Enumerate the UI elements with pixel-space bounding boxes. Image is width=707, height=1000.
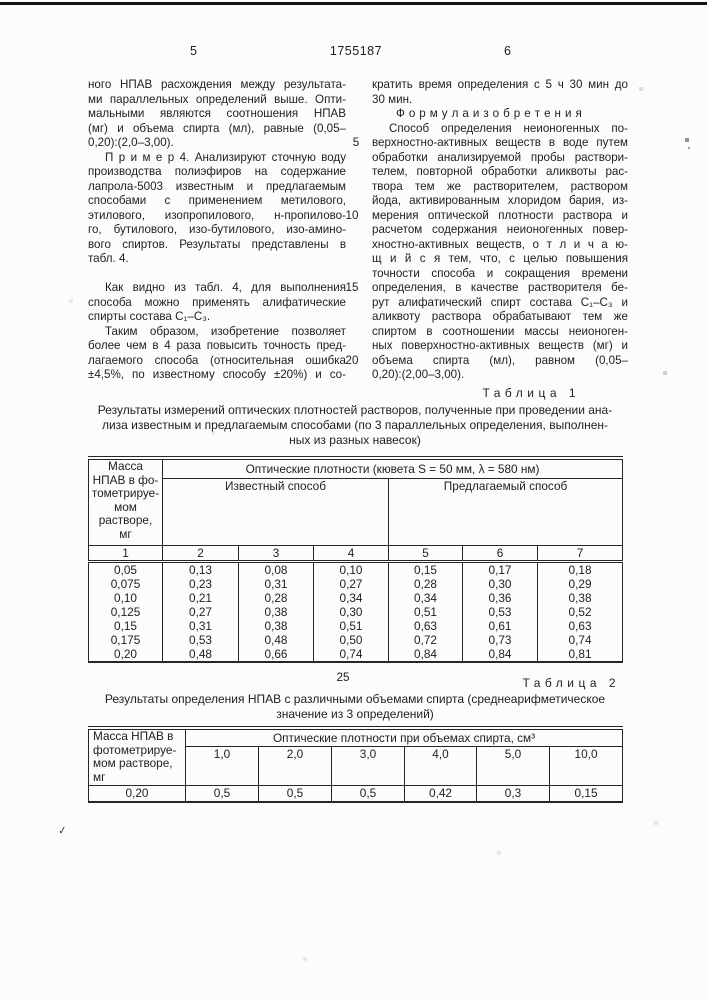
data-cell: 0,17	[463, 562, 538, 578]
text-line: го, бутилового, изо-бутилового, изо-амино-	[88, 223, 346, 236]
header-line: тометрируе-	[91, 486, 160, 501]
table1-caption	[83, 403, 627, 448]
line-number: 10	[345, 208, 359, 222]
caption-line: Результаты определения НПАВ с различными объемами спирта (среднеарифметическое	[104, 692, 606, 706]
table2-label: Таблица 2	[522, 676, 620, 690]
data-cell: 0,15	[389, 562, 463, 578]
data-cell: 0,27	[314, 577, 389, 591]
column-number-cell: 5	[389, 546, 463, 562]
header-line: фотометрируе-	[93, 742, 177, 757]
data-cell: 0,21	[163, 591, 239, 605]
text-line: обработки анализируемой пробы раствори-	[372, 150, 628, 164]
volume-header-cell: 5,0	[477, 747, 550, 786]
column-number-cell: 2	[163, 546, 239, 562]
data-cell: 0,81	[538, 647, 623, 662]
table1-column-number-row	[89, 546, 623, 562]
data-cell: 0,66	[239, 647, 314, 662]
text-line: верхностно-активных веществ в воде путем	[372, 136, 628, 149]
text-line: хностно-активных веществ, о т л и ч а ю-	[372, 237, 628, 251]
data-cell: 0,20	[89, 786, 186, 803]
volume-header-cell: 2,0	[259, 747, 332, 786]
text-line: Ф о р м у л а и з о б р е т е н и я	[396, 107, 583, 120]
data-cell: 0,05	[114, 563, 137, 577]
data-cell: 0,175	[110, 633, 141, 647]
data-cell: 0,38	[538, 591, 623, 605]
data-cell: 0,31	[239, 577, 314, 591]
data-cell: 0,73	[463, 633, 538, 647]
table2-caption	[83, 692, 627, 722]
data-cell: 0,15	[550, 786, 623, 803]
table1-body	[89, 562, 623, 663]
text-line: рут алифатический спирт состава С₁–С₃ и	[372, 295, 628, 309]
table2-header-row-1	[89, 728, 623, 747]
text-line: телем, повторной обработки аликвоты рас-	[372, 165, 628, 178]
data-cell: 0,74	[538, 633, 623, 647]
data-cell: 0,50	[314, 633, 389, 647]
right-text-column	[372, 78, 628, 383]
data-cell: 0,53	[463, 605, 538, 619]
data-cell: 0,74	[314, 647, 389, 662]
data-cell: 0,075	[110, 577, 141, 591]
data-cell: 0,30	[314, 605, 389, 619]
text-line: щ и й с я тем, что, с целью повышения	[372, 252, 628, 265]
data-cell: 0,30	[463, 577, 538, 591]
caption-line: лиза известным и предлагаемым способами (по 3 параллельных определения, выполнен-	[101, 418, 609, 432]
text-line: вого спиртов. Результаты представлены в	[88, 237, 346, 251]
text-line: мерения оптической плотности раствора и	[372, 208, 628, 222]
header-line: мом	[114, 499, 137, 514]
text-line: производства полиэфиров на содержание	[88, 165, 346, 178]
table1-group-proposed: Предлагаемый способ	[443, 479, 568, 493]
header-line: Масса	[108, 459, 143, 473]
header-line: мом растворе,	[93, 756, 173, 771]
caption-line: ных из разных навесок)	[289, 433, 421, 447]
text-line: аликвоту раствора обрабатывают тем же	[372, 310, 628, 323]
header-line: мг	[93, 769, 106, 784]
table1-header-row-1	[89, 458, 623, 479]
data-cell: 0,48	[239, 633, 314, 647]
data-cell: 0,52	[538, 605, 623, 619]
data-cell: 0,34	[314, 591, 389, 605]
data-cell: 0,125	[110, 605, 141, 619]
table-row	[89, 591, 623, 605]
text-line: ного НПАВ расхождения между результата-	[88, 78, 346, 91]
data-cell: 0,5	[186, 786, 259, 803]
data-cell: 0,13	[163, 562, 239, 578]
table2-col1-header	[89, 728, 186, 786]
data-cell: 0,5	[332, 786, 405, 803]
data-cell: 0,38	[239, 605, 314, 619]
text-line: лагаемого способа (относительная ошибка	[88, 353, 346, 367]
data-cell: 0,42	[405, 786, 477, 803]
data-cell: 0,34	[389, 591, 463, 605]
data-cell: 0,29	[538, 577, 623, 591]
text-line	[88, 267, 346, 282]
text-line: йода, активированным хлоридом бария, из-	[372, 194, 628, 207]
data-cell: 0,20	[114, 647, 137, 661]
data-cell: 0,27	[163, 605, 239, 619]
column-number-cell: 7	[538, 546, 623, 562]
text-line: расчетом содержания неионогенных повер-	[372, 223, 628, 236]
caption-line: Результаты измерений оптических плотностей растворов, полученные при проведении ана-	[97, 403, 613, 417]
patent-number: 1755187	[329, 44, 383, 58]
scan-specks	[0, 0, 2, 2]
data-cell: 0,61	[463, 619, 538, 633]
table-row	[89, 562, 623, 578]
data-cell: 0,38	[239, 619, 314, 633]
data-cell: 0,23	[163, 577, 239, 591]
data-cell: 0,63	[538, 619, 623, 633]
table-row	[89, 605, 623, 619]
text-line: спирты состава С₁–С₃.	[88, 310, 211, 323]
table1-group-known: Известный способ	[163, 479, 389, 546]
table1-col1-header	[89, 458, 163, 546]
data-cell: 0,10	[314, 562, 389, 578]
text-line: мальными являются соотношения НПАВ	[88, 107, 346, 120]
table2-data-row	[89, 786, 623, 803]
text-line: твора тем же растворителем, раствором	[372, 179, 628, 193]
text-line: П р и м е р 4. Анализируют сточную воду	[105, 150, 346, 164]
text-line: кратить время определения с 5 ч 30 мин до	[372, 78, 628, 91]
text-line: 0,20):(2,0–3,00).	[88, 136, 174, 149]
top-rule	[0, 2, 707, 5]
line-number: 25	[336, 671, 350, 684]
text-line: спиртом в соотношении массы неионоген-	[372, 324, 628, 338]
header-line: Масса НПАВ в	[93, 729, 174, 743]
text-line: Как видно из табл. 4, для выполнения	[105, 281, 346, 294]
data-cell: 0,28	[389, 577, 463, 591]
data-cell: 0,18	[538, 562, 623, 578]
table1	[88, 456, 623, 663]
column-number-cell: 3	[239, 546, 314, 562]
table-row	[89, 647, 623, 662]
text-line: Таким образом, изобретение позволяет	[105, 324, 346, 338]
data-cell: 0,63	[389, 619, 463, 633]
text-line: ми параллельных определений выше. Опти-	[88, 92, 346, 106]
text-line: более чем в 4 раза повысить точность пред-	[88, 339, 346, 352]
column-number-cell: 6	[463, 546, 538, 562]
data-cell: 0,84	[463, 647, 538, 662]
text-line: способами с применением метилового,	[88, 194, 346, 207]
data-cell: 0,08	[239, 562, 314, 578]
text-line: лапрола-5003 известным и предлагаемым	[88, 179, 346, 193]
text-line: 30 мин.	[372, 92, 413, 106]
line-number: 5	[352, 136, 360, 149]
text-line: точности способа и сокращения времени	[372, 266, 628, 280]
text-line: способа можно применять алифатические	[88, 295, 346, 309]
text-line: ных поверхностно-активных веществ (мг) и	[372, 339, 628, 352]
data-cell: 0,31	[163, 619, 239, 633]
table1-span-header: Оптические плотности (кювета S = 50 мм, λ = 580 нм)	[163, 458, 623, 479]
text-line: 0,20):(2,00–3,00).	[372, 368, 465, 381]
line-number: 20	[345, 353, 359, 367]
table-row	[89, 633, 623, 647]
data-cell: 0,5	[259, 786, 332, 803]
caption-line: значение из 3 определений)	[276, 707, 434, 721]
data-cell: 0,15	[114, 619, 137, 633]
volume-header-cell: 1,0	[213, 747, 231, 761]
text-line: ±4,5%, по известному способу ±20%) и со-	[88, 368, 346, 381]
text-line: табл. 4.	[88, 252, 129, 265]
text-line: Способ определения неионогенных по-	[389, 121, 628, 135]
text-line: объема спирта (мл), равном (0,05–	[372, 353, 628, 367]
page-number-right: 6	[504, 44, 511, 58]
header-line: растворе,	[98, 513, 153, 528]
column-number-cell: 1	[89, 546, 163, 562]
data-cell: 0,72	[389, 633, 463, 647]
table2	[88, 726, 623, 803]
line-number: 15	[345, 281, 359, 294]
data-cell: 0,84	[389, 647, 463, 662]
left-text-column	[88, 78, 346, 383]
text-line: этилового, изопропилового, н-пропилово-	[88, 208, 346, 222]
header-line: НПАВ в фо-	[92, 472, 159, 487]
data-cell: 0,3	[477, 786, 550, 803]
table1-label: Таблица 1	[482, 386, 580, 400]
header-line: мг	[119, 526, 132, 541]
data-cell: 0,48	[163, 647, 239, 662]
data-cell: 0,28	[239, 591, 314, 605]
data-cell: 0,51	[314, 619, 389, 633]
table1-header-row-2	[89, 479, 623, 546]
data-cell: 0,36	[463, 591, 538, 605]
table-row	[89, 619, 623, 633]
data-cell: 0,51	[389, 605, 463, 619]
table-row	[89, 577, 623, 591]
volume-header-cell: 10,0	[550, 747, 623, 786]
column-number-cell: 4	[314, 546, 389, 562]
data-cell: 0,10	[114, 591, 137, 605]
page-number-left: 5	[190, 44, 197, 58]
data-cell: 0,53	[163, 633, 239, 647]
table2-span-header: Оптические плотности при объемах спирта, см³	[186, 728, 623, 747]
text-line: (мг) и объема спирта (мл), равные (0,05–	[88, 121, 346, 135]
volume-header-cell: 3,0	[332, 747, 405, 786]
handwritten-check-mark: ✓	[57, 824, 69, 838]
text-line: определения, в качестве растворителя бе-	[372, 281, 628, 294]
volume-header-cell: 4,0	[405, 747, 477, 786]
